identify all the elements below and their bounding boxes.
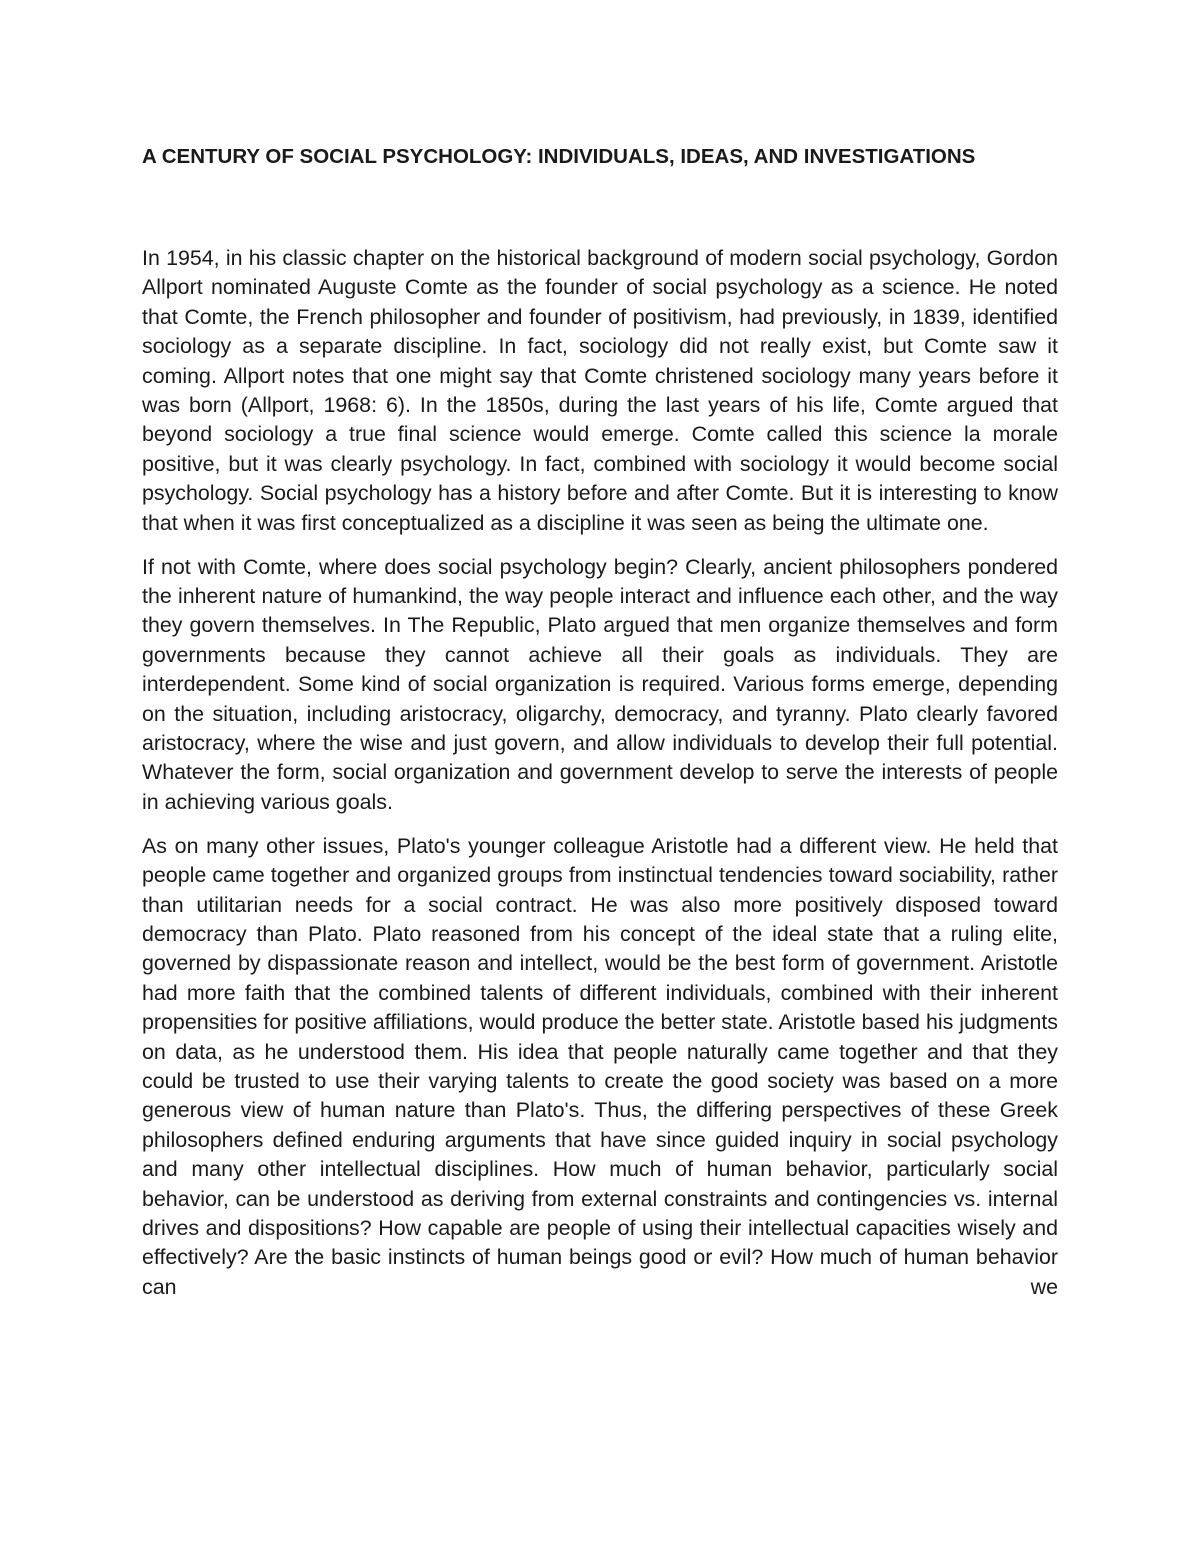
- document-title: A CENTURY OF SOCIAL PSYCHOLOGY: INDIVIDUALS, IDEAS, AND INVESTIGATIONS: [142, 145, 976, 168]
- paragraph-aristotle: As on many other issues, Plato's younger colleague Aristotle had a different view. He held that people came together and organized groups from instinctual tendencies toward sociability, rather than utilitarian needs for a social contract. He was also more positively disposed toward democracy than Plato. Plato reasoned from his concept of the ideal state that a ruling elite, governed by dispassionate reason and intellect, would be the best form of government. Aristotle had more faith that the combined talents of different individuals, combined with their inherent propensities for positive affiliations, would produce the better state. Aristotle based his judgments on data, as he understood them. His idea that people naturally came together and that they could be trusted to use their varying talents to create the good society was based on a more generous view of human nature than Plato's. Thus, the differing perspectives of these Greek philosophers defined enduring arguments that have since guided inquiry in social psychology and many other intellectual disciplines. How much of human behavior, particularly social behavior, can be understood as deriving from external constraints and contingencies vs. internal drives and dispositions? How capable are people of using their intellectual capacities wisely and effectively? Are the basic instincts of human beings good or evil? How much of human behavior can we: [142, 833, 1058, 1299]
- paragraph-plato: If not with Comte, where does social psychology begin? Clearly, ancient philosophers pondered the inherent nature of humankind, the way people interact and influence each other, and the way they govern themselves. In The Republic, Plato argued that men organize themselves and form governments because they cannot achieve all their goals as individuals. They are interdependent. Some kind of social organization is required. Various forms emerge, depending on the situation, including aristocracy, oligarchy, democracy, and tyranny. Plato clearly favored aristocracy, where the wise and just govern, and allow individuals to develop their full potential. Whatever the form, social organization and government develop to serve the interests of people in achieving various goals.: [142, 554, 1058, 814]
- document-page: [142, 142, 1058, 1317]
- document-body: [142, 244, 1058, 1302]
- paragraph-comte: In 1954, in his classic chapter on the historical background of modern social psychology, Gordon Allport nominated Auguste Comte as the founder of social psychology as a science. He noted that Comte, the French philosopher and founder of positivism, had previously, in 1839, identified sociology as a separate discipline. In fact, sociology did not really exist, but Comte saw it coming. Allport notes that one might say that Comte christened sociology many years before it was born (Allport, 1968: 6). In the 1850s, during the last years of his life, Comte argued that beyond sociology a true final science would emerge. Comte called this science la morale positive, but it was clearly psychology. In fact, combined with sociology it would become social psychology. Social psychology has a history before and after Comte. But it is interesting to know that when it was first conceptualized as a discipline it was seen as being the ultimate one.: [142, 246, 1058, 535]
